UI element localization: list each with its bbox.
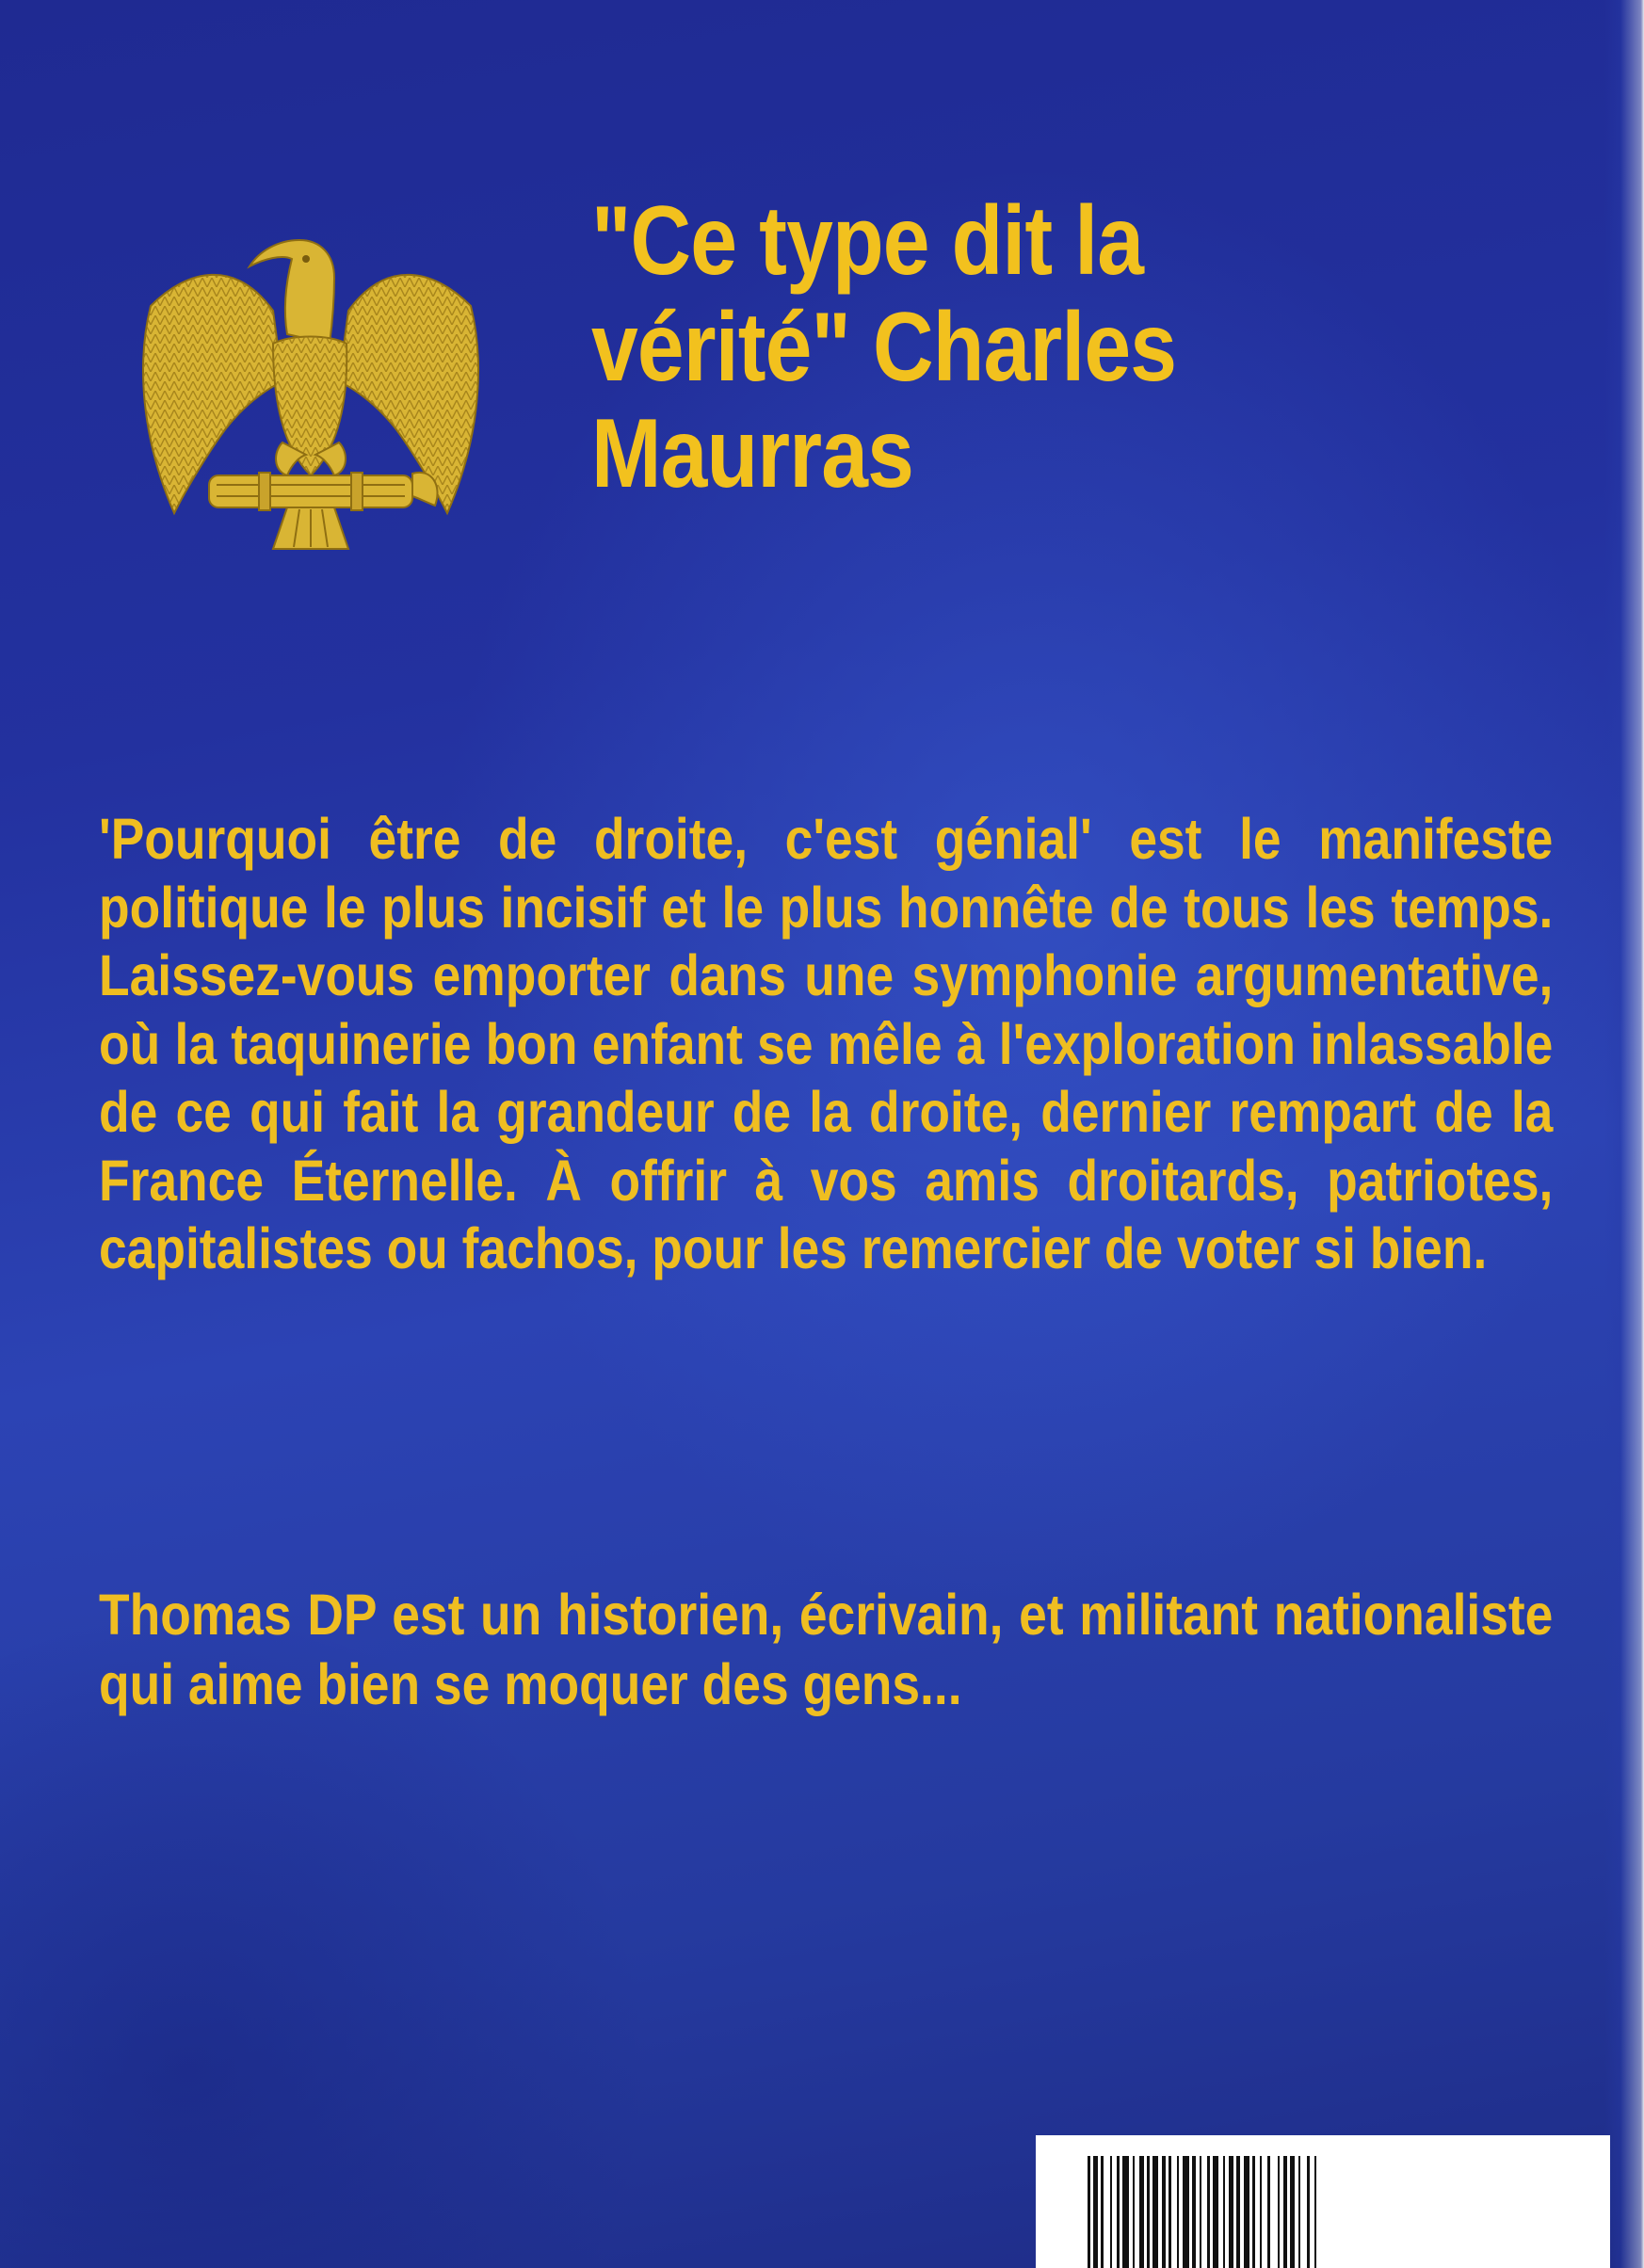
barcode-bar: [1236, 2156, 1240, 2268]
barcode-bar: [1267, 2156, 1270, 2268]
barcode-bar: [1213, 2156, 1218, 2268]
quote-line: vérité" Charles: [591, 293, 1177, 402]
barcode-bar: [1283, 2156, 1287, 2268]
barcode-icon: [1036, 2135, 1610, 2268]
barcode-bar: [1093, 2156, 1098, 2268]
barcode-bar: [1207, 2156, 1210, 2268]
barcode: [1036, 2135, 1610, 2268]
barcode-bar: [1162, 2156, 1166, 2268]
barcode-bar: [1110, 2156, 1112, 2268]
barcode-bar: [1192, 2156, 1196, 2268]
barcode-bar: [1122, 2156, 1129, 2268]
barcode-bar: [1290, 2156, 1295, 2268]
barcode-bar: [1088, 2156, 1090, 2268]
page-edge: [1604, 0, 1644, 2268]
barcode-bar: [1223, 2156, 1225, 2268]
barcode-bar: [1169, 2156, 1171, 2268]
quote-line: "Ce type dit la: [591, 186, 1144, 296]
barcode-bar: [1252, 2156, 1255, 2268]
barcode-bar: [1152, 2156, 1158, 2268]
barcode-bar: [1229, 2156, 1233, 2268]
barcode-bar: [1147, 2156, 1150, 2268]
barcode-bar: [1298, 2156, 1300, 2268]
barcode-bar: [1139, 2156, 1144, 2268]
barcode-bar: [1183, 2156, 1189, 2268]
barcode-bar: [1177, 2156, 1179, 2268]
author-bio: Thomas DP est un historien, écrivain, et militant nationaliste qui aime bien se moquer des gens...: [99, 1583, 1554, 1716]
barcode-bar: [1133, 2156, 1135, 2268]
barcode-bar: [1200, 2156, 1201, 2268]
barcode-bar: [1307, 2156, 1310, 2268]
barcode-bar: [1260, 2156, 1262, 2268]
cover-quote: [591, 188, 1401, 507]
quote-line: Maurras: [591, 399, 913, 508]
eagle-fasces-emblem-icon: [132, 202, 490, 560]
barcode-bar: [1117, 2156, 1120, 2268]
barcode-bar: [1101, 2156, 1104, 2268]
barcode-bar: [1278, 2156, 1280, 2268]
book-blurb: 'Pourquoi être de droite, c'est génial' est le manifeste politique le plus incisif et le plus honnête de tous les temps. Laissez-vous emporter dans une symphonie argumentative, où la taquinerie bon enfant se mêle à l'exploration inlassable de ce qui fait la grandeur de la droite, dernier rempart de la France Éternelle. À offrir à vos amis droitards, patriotes, capitalistes ou fachos, pour les remercier de voter si bien.: [99, 807, 1554, 1280]
barcode-bar: [1314, 2156, 1316, 2268]
barcode-bar: [1244, 2156, 1249, 2268]
